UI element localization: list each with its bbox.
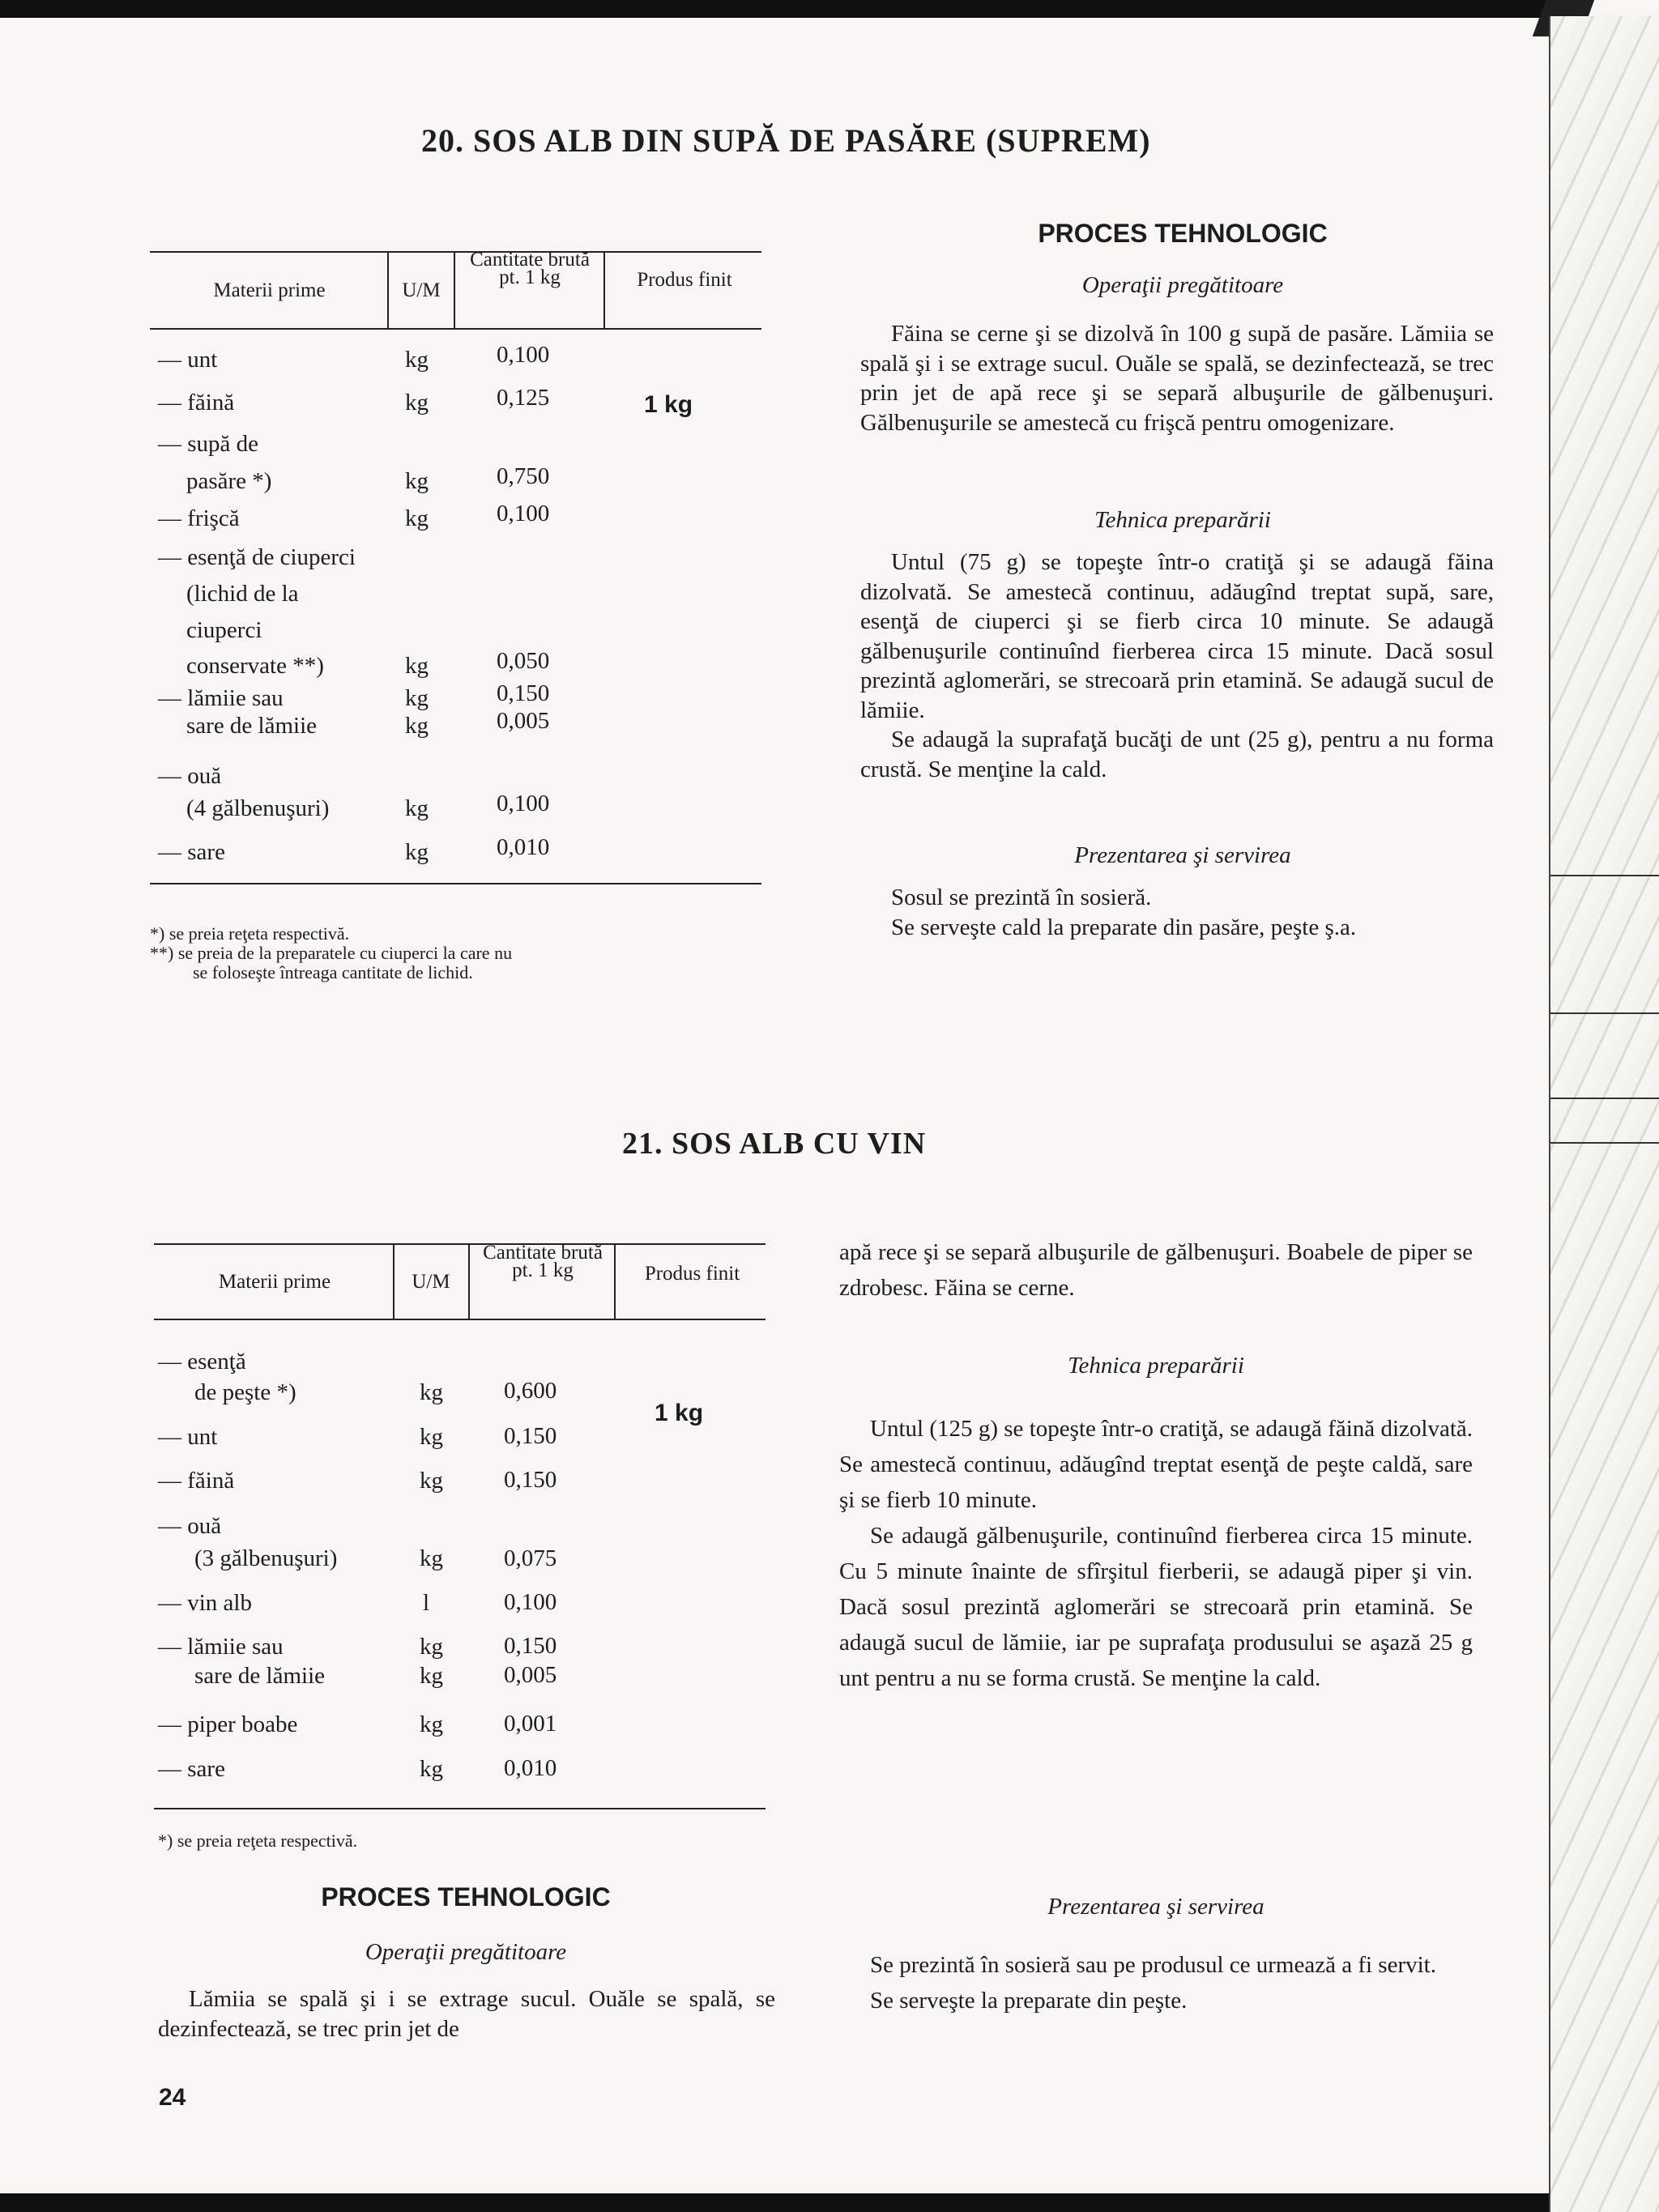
table-row-qty: 0,050 [497, 648, 550, 674]
table-row: — unt [158, 347, 218, 373]
recipe-21-prez-title: Prezentarea şi servirea [1047, 1894, 1265, 1920]
recipe-20-tech-title: Tehnica preparării [1094, 507, 1271, 533]
table-row-qty: 0,100 [504, 1589, 557, 1615]
table-row: — făină [158, 1468, 235, 1494]
recipe-21-op-text [158, 1984, 775, 2044]
table-row-um: kg [420, 1424, 443, 1450]
table-row: (lichid de la [186, 581, 299, 607]
recipe-20-op-text [860, 319, 1494, 437]
table-row: — unt [158, 1424, 218, 1450]
header-um: U/M [402, 279, 441, 301]
prez-paragraph: Se prezintă în sosieră sau pe produsul ce urmează a fi servit. [870, 1952, 1436, 1978]
recipe-20-prez-text [860, 883, 1494, 942]
table-col-rule [603, 253, 605, 328]
table-col-rule [468, 1245, 470, 1319]
page-number: 24 [159, 2084, 186, 2111]
table-bottom-rule [150, 883, 761, 884]
table-row: — esenţă de ciuperci [158, 544, 356, 570]
produs-finit-value: 1 kg [644, 391, 693, 418]
table-row-qty: 0,075 [504, 1545, 557, 1571]
table-row-um: kg [405, 468, 429, 494]
table-row-qty: 0,150 [504, 1633, 557, 1659]
recipe-21-op-title: Operaţii pregătitoare [365, 1939, 567, 1965]
table-row: — sare [158, 839, 225, 865]
table-row-qty: 0,010 [497, 834, 550, 860]
footnote: se foloseşte întreaga cantitate de lichid. [193, 962, 473, 982]
table-row-qty: 0,001 [504, 1711, 557, 1737]
recipe-20-title: 20. SOS ALB DIN SUPĂ DE PASĂRE (SUPREM) [421, 122, 1151, 159]
tech-paragraph: Untul (75 g) se topeşte într-o cratiţă şi se adaugă făina dizolvată. Se amestecă continuu, adăugînd treptat supă, sare, esenţă de ciuperci şi se fierb circa 10 minute. Se adaugă gălbenuşurile continuînd fierberea circa 15 minute. Dacă sosul prezintă aglomerări, se strecoară prin etamină. Se adaugă sucul de lămiie. [860, 549, 1494, 723]
table-top-rule [154, 1243, 766, 1245]
recipe-21-tech-title: Tehnica preparării [1068, 1353, 1244, 1379]
recipe-21-title: 21. SOS ALB CU VIN [622, 1127, 927, 1161]
scan-bottom-edge [0, 2193, 1572, 2212]
footnote: *) se preia reţeta respectivă. [158, 1831, 358, 1851]
table-row: sare de lămiie [194, 1663, 326, 1689]
tech-paragraph: Se adaugă la suprafaţă bucăţi de unt (25 g), pentru a nu forma crustă. Se menţine la cald. [860, 727, 1494, 782]
table-row: — vin alb [158, 1590, 252, 1616]
produs-finit-value: 1 kg [655, 1400, 704, 1426]
tech-paragraph: Se adaugă gălbenuşurile, continuînd fierberea circa 15 minute. Cu 5 minute înainte de sfîrşitul fierberii, se adaugă piper şi vin. Dacă sosul prezintă aglomerări se strecoară prin etamină. Se adaugă sucul de lămiie, iar pe suprafaţa produsului se aşază 25 g unt pentru a nu se forma crustă. Se menţine la cald. [839, 1523, 1473, 1691]
table-row-qty: 0,125 [497, 385, 550, 411]
table-row-qty: 0,750 [497, 463, 550, 489]
table-row: — făină [158, 390, 235, 416]
table-row-um: kg [420, 1663, 443, 1689]
header-um: U/M [412, 1271, 450, 1293]
op-paragraph: Făina se cerne şi se dizolvă în 100 g supă de pasăre. Lămiia se spală şi i se extrage sucul. Ouăle se spală, se dezinfectează, se trec prin jet de apă rece şi se separă albuşurile de gălbenuşuri. Gălbenuşurile se amestecă cu frişcă pentru omogenizare. [860, 321, 1494, 436]
table-row: — lămiie sau [158, 1634, 284, 1660]
table-row-qty: 0,600 [504, 1378, 557, 1404]
table-row-um: l [423, 1590, 430, 1616]
table-row: — sare [158, 1756, 225, 1782]
header-produs: Produs finit [637, 269, 732, 291]
op-paragraph: Lămiia se spală şi i se extrage sucul. Ouăle se spală, se dezinfectează, se trec prin jet de [158, 1986, 775, 2042]
table-row-qty: 0,150 [504, 1467, 557, 1493]
op-paragraph-continued: apă rece şi se separă albuşurile de gălbenuşuri. Boabele de piper se zdrobesc. Făina se cerne. [839, 1239, 1473, 1301]
footnote: *) se preia reţeta respectivă. [150, 923, 350, 944]
table-row-um: kg [420, 1545, 443, 1571]
table-row: — esenţă [158, 1349, 246, 1375]
table-row: — frişcă [158, 505, 240, 531]
table-bottom-rule [154, 1808, 766, 1809]
prez-paragraph: Se serveşte la preparate din peşte. [870, 1988, 1188, 2014]
table-row-um: kg [420, 1756, 443, 1782]
table-row-qty: 0,100 [497, 342, 550, 368]
table-row-qty: 0,005 [497, 708, 550, 734]
table-row-qty: 0,100 [497, 791, 550, 816]
strip-rule [1550, 1012, 1659, 1014]
table-row-um: kg [420, 1468, 443, 1494]
prez-paragraph: Se serveşte cald la preparate din pasăre, peşte ş.a. [891, 914, 1357, 940]
table-row-um: kg [405, 390, 429, 416]
adjacent-page-strip [1549, 16, 1659, 2212]
table-row-qty: 0,150 [504, 1423, 557, 1449]
table-row-um: kg [405, 505, 429, 531]
strip-rule [1550, 1142, 1659, 1144]
table-row-qty: 0,010 [504, 1755, 557, 1781]
table-row: (3 gălbenuşuri) [194, 1545, 338, 1571]
table-row-um: kg [405, 653, 429, 679]
table-row: de peşte *) [194, 1379, 296, 1405]
header-produs: Produs finit [644, 1263, 740, 1285]
table-row-um: kg [405, 795, 429, 821]
table-row: — lămiie sau [158, 685, 284, 711]
table-row: sare de lămiie [186, 713, 318, 739]
recipe-21-prez-text [839, 1947, 1473, 2018]
recipe-21-tech-text [839, 1411, 1473, 1696]
recipe-21-op-continued [839, 1234, 1473, 1306]
strip-rule [1550, 875, 1659, 876]
table-col-rule [454, 253, 455, 328]
table-col-rule [393, 1245, 394, 1319]
prez-paragraph: Sosul se prezintă în sosieră. [891, 884, 1152, 910]
table-row-qty: 0,005 [504, 1662, 557, 1688]
header-cantitate: Cantitate brută pt. 1 kg [470, 249, 590, 288]
table-row: — ouă [158, 763, 222, 789]
table-col-rule [614, 1245, 616, 1319]
table-row: — supă de [158, 431, 259, 457]
table-row-um: kg [420, 1379, 443, 1405]
footnote: **) se preia de la preparatele cu ciuperci la care nu [150, 943, 513, 963]
recipe-20-tech-text [860, 548, 1494, 784]
table-row-um: kg [405, 685, 429, 711]
table-row: conservate **) [186, 653, 324, 679]
recipe-20-op-title: Operaţii pregătitoare [1081, 272, 1284, 298]
table-row: (4 gălbenuşuri) [186, 795, 330, 821]
table-row: ciuperci [186, 617, 262, 643]
strip-rule [1550, 1097, 1659, 1099]
table-top-rule [150, 251, 761, 253]
tech-paragraph: Untul (125 g) se topeşte într-o cratiţă, se adaugă făină dizolvată. Se amestecă continuu, adăugînd treptat esenţă de peşte caldă, sare şi se fierb 10 minute. [839, 1416, 1473, 1513]
header-materii: Materii prime [213, 279, 326, 301]
table-row-qty: 0,150 [497, 680, 550, 706]
table-row-um: kg [405, 713, 429, 739]
header-cantitate: Cantitate brută pt. 1 kg [483, 1242, 603, 1281]
table-header-rule [154, 1319, 766, 1320]
table-row: — ouă [158, 1513, 222, 1539]
table-row-um: kg [405, 347, 429, 373]
recipe-21-proces-heading: PROCES TEHNOLOGIC [321, 1882, 611, 1912]
table-row: — piper boabe [158, 1711, 298, 1737]
table-row-qty: 0,100 [497, 501, 550, 526]
table-col-rule [387, 253, 389, 328]
scan-top-edge [0, 0, 1563, 18]
table-row: pasăre *) [186, 468, 272, 494]
table-row-um: kg [420, 1634, 443, 1660]
recipe-20-prez-title: Prezentarea şi servirea [1074, 842, 1291, 868]
recipe-20-proces-heading: PROCES TEHNOLOGIC [1038, 219, 1328, 248]
header-materii: Materii prime [218, 1271, 331, 1293]
table-header-rule [150, 328, 761, 330]
table-row-um: kg [420, 1711, 443, 1737]
table-row-um: kg [405, 839, 429, 865]
